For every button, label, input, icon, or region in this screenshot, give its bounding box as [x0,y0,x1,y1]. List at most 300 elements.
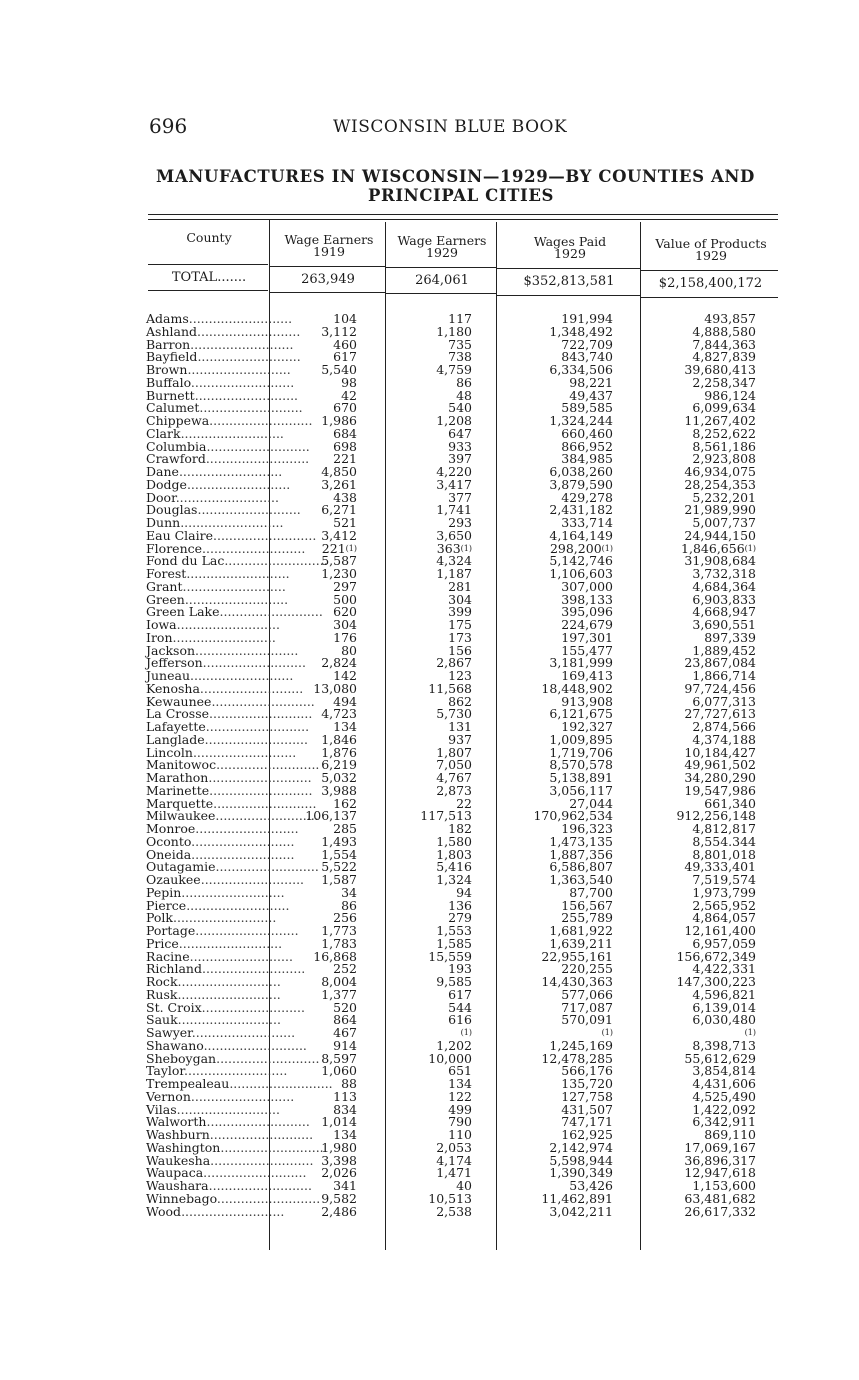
cell-value: 5,587 [321,553,357,569]
cell-value: 3,056,117 [549,782,613,798]
top-rule-second [148,219,778,220]
cell-value: 169,413 [561,668,613,683]
cell-value: 98 [341,374,357,390]
cell-value: 4,525,490 [692,1088,756,1104]
county-name-text: Taylor [146,1063,185,1079]
county-name-text: Juneau [146,668,191,683]
cell-value: 912,256,148 [676,808,756,824]
leader-dots: .......................... [199,680,304,696]
cell-value: 3,042,211 [549,1203,613,1219]
cell-value: 10,184,427 [684,744,756,760]
leader-dots: .......................... [197,349,301,365]
cell-value: 6,342,911 [692,1114,756,1130]
leader-dots: .......................... [190,1088,295,1104]
cell-value: 1,208 [436,413,472,428]
county-name-text: Crawford [146,451,206,467]
county-name-text: Richland [146,961,202,977]
cell-value: 6,139,014 [692,999,756,1015]
cell-value: 5,416 [436,859,472,875]
cell-value: 134 [333,1127,357,1142]
leader-dots: .......................... [216,1190,321,1206]
cell-value: 333,714 [561,515,613,530]
county-name-text: St. Croix [146,999,202,1015]
cell-value: 1,973,799 [692,884,756,900]
cell-value: 397 [448,451,472,467]
cell-value: 252 [333,961,357,977]
cell-value: 566,176 [561,1063,613,1079]
cell-value: 22 [456,795,472,811]
cell-value: 1,986 [321,413,357,428]
cell-value: 1,876 [321,744,357,760]
cell-value: 4,324 [436,553,472,569]
leader-dots: .......................... [201,999,305,1015]
cell-value: 98,221 [569,374,613,390]
county-name-text: Iron [146,629,173,645]
cell-value: 24,944,150 [684,527,756,543]
cell-value: 1,348,492 [549,323,613,339]
cell-value: 384,985 [561,451,613,467]
county-name-text: Vernon [146,1088,191,1104]
cell-value: 97,724,456 [684,680,756,696]
county-name-text: Washburn [146,1127,210,1142]
leader-dots: .......................... [202,540,306,556]
cell-value: 279 [448,910,472,926]
cell-value: 1,553 [436,923,472,938]
county-name-text: Iowa [146,617,177,632]
cell-value: 1,187 [436,566,472,581]
cell-value: 1,009,895 [549,731,613,747]
wage-earners-1919-cell [321,1203,357,1219]
cell-value: 3,854,814 [692,1063,756,1079]
leader-dots: .......................... [209,413,313,428]
cell-value: 4,220 [436,464,472,479]
cell-value: 4,668,947 [692,604,756,620]
cell-value: 14,430,363 [541,974,613,989]
header-label: Wage Earners [284,232,374,247]
cell-value: 49,961,502 [684,757,756,773]
county-name-text: Vilas [146,1101,177,1117]
total-rule [148,290,268,291]
leader-dots: .......................... [220,1139,324,1155]
county-name-text: Pepin [146,884,182,900]
table-row [0,1014,859,1027]
cell-value: 3,412 [321,527,357,543]
cell-value: 8,252,622 [692,425,756,441]
leader-dots: .......................... [203,1037,307,1053]
leader-dots: .......................... [219,604,323,620]
cell-value: 36,896,317 [684,1152,756,1168]
cell-value: 10,513 [428,1190,472,1206]
county-name-text: Jefferson [146,655,203,671]
header-year: 1929 [554,246,586,261]
cell-value: 304 [448,591,472,607]
leader-dots: ....... [217,270,247,285]
cell-value: 40 [456,1178,472,1193]
cell-value: 1,324,244 [549,413,613,428]
leader-dots: .......................... [215,859,319,875]
cell-value: 1,741 [436,502,472,518]
leader-dots: .......................... [182,578,286,594]
leader-dots: .......................... [180,425,284,441]
cell-value: 142 [333,668,357,683]
cell-value: 3,398 [321,1152,357,1168]
cell-value: 1,554 [321,846,357,862]
cell-value: 285 [333,821,357,836]
county-name-text: Dunn [146,515,181,530]
cell-value: 1,580 [436,833,472,849]
header-value-of-products [644,238,778,262]
cell-value: 1,889,452 [692,642,756,658]
leader-dots: .......................... [215,808,319,824]
total-rule [641,297,778,298]
leader-dots: .......................... [224,553,328,569]
cell-value: 1,471 [436,1165,472,1181]
county-name-text: Rock [146,974,178,989]
cell-value: 220,255 [561,961,613,977]
leader-dots: .......................... [191,846,295,862]
cell-value: 110 [448,1127,472,1142]
cell-value: 11,462,891 [541,1190,613,1206]
cell-value: 617 [448,986,472,1002]
cell-value: 620 [333,604,357,620]
cell-value: 1,377 [321,986,357,1002]
cell-value: 5,142,746 [549,553,613,569]
cell-value: 660,460 [561,425,613,441]
cell-value: 670 [333,400,357,416]
cell-value: 3,261 [321,476,357,492]
header-year: 1929 [426,245,458,260]
header-rule [641,270,778,271]
cell-value: 117,513 [420,808,472,824]
cell-value: 176 [333,629,357,645]
total-label [150,270,268,285]
header-county-label: County [186,230,232,245]
leader-dots: .......................... [213,527,317,543]
cell-value: 86 [456,374,472,390]
leader-dots: .......................... [186,897,290,913]
leader-dots: .......................... [177,1012,281,1028]
footnote-mark: (1) [601,543,613,553]
cell-value: 544 [448,999,472,1015]
cell-value: 1,363,540 [549,872,613,887]
cell-value: 8,554.344 [692,833,756,849]
leader-dots: .......................... [211,693,315,709]
cell-value: 4,759 [436,362,472,377]
cell-value: 494 [333,693,357,709]
cell-value: 6,099,634 [692,400,756,416]
leader-dots: .......................... [180,515,284,530]
county-name-text: Columbia [146,438,207,454]
leader-dots: .......................... [216,1050,320,1066]
leader-dots: .......................... [199,400,303,416]
leader-dots: .......................... [206,438,310,454]
header-label: Wages Paid [533,234,607,249]
county-name-text: Brown [146,362,188,377]
cell-value: 293 [448,515,472,530]
cell-value: 8,398,713 [692,1037,756,1053]
cell-value: 647 [448,425,472,441]
county-name-text: Burnett [146,387,195,403]
cell-value: 8,570,578 [549,757,613,773]
cell-value: 1,060 [321,1063,357,1079]
cell-value: 117 [448,311,472,326]
cell-value: 933 [448,438,472,454]
cell-value: 460 [333,336,357,352]
county-name-text: Lincoln [146,744,193,760]
cell-value: 2,142,974 [549,1139,613,1155]
footnote-mark: (1) [744,1028,756,1037]
cell-value: 1,153,600 [692,1178,756,1193]
county-name-text: Clark [146,425,181,441]
cell-value: 429,278 [561,489,613,505]
county-name-text: Milwaukee [146,808,216,824]
cell-value: 49,333,401 [684,859,756,875]
county-table-body [0,313,859,1218]
cell-value: 438 [333,489,357,505]
wages-paid-cell [549,1203,613,1219]
header-wages-paid [505,236,635,260]
cell-value: 31,908,684 [684,553,756,569]
leader-dots: .......................... [209,706,313,722]
cell-value: 6,030,480 [692,1012,756,1028]
cell-value: 197,301 [561,629,613,645]
total-label-text: TOTAL [171,270,218,285]
leader-dots: .......................... [190,668,294,683]
leader-dots: .......................... [194,387,299,403]
cell-value: 5,540 [321,362,357,377]
cell-value: 11,568 [428,680,472,696]
footnote-mark: (1) [460,543,472,553]
cell-value: 8,597 [321,1050,357,1066]
county-name-text: Door [146,489,176,505]
leader-dots: .......................... [209,1127,314,1142]
cell-value: 1,202 [436,1037,472,1053]
cell-value: 156,672,349 [676,948,756,964]
cell-value: 363 [436,540,461,556]
cell-value: 589,585 [561,400,613,416]
cell-value: 6,038,260 [549,464,613,479]
cell-value: 9,585 [436,974,472,989]
cell-value: 113 [333,1088,357,1104]
cell-value: 162,925 [561,1127,613,1142]
leader-dots: .......................... [177,986,281,1002]
cell-value: 10,000 [428,1050,472,1066]
cell-value: 2,874,566 [692,719,756,734]
total-wage-earners-1919: 263,949 [301,272,355,287]
cell-value: 4,174 [436,1152,472,1168]
cell-value: 15,559 [428,948,472,964]
cell-value: 162 [333,795,357,811]
cell-value: 39,680,413 [684,362,756,377]
leader-dots: .......................... [189,948,293,964]
cell-value: 1,493 [321,833,357,849]
leader-dots: .......................... [201,961,306,977]
county-name-text: Pierce [146,897,187,913]
cell-value: 747,171 [561,1114,613,1130]
cell-value: 3,417 [436,476,472,492]
county-name-text: Kewaunee [146,693,212,709]
cell-value: 1,245,169 [549,1037,613,1053]
leader-dots: .......................... [229,1076,333,1091]
cell-value: 1,887,356 [549,846,613,862]
cell-value: 4,723 [321,706,357,722]
cell-value: 790 [448,1114,472,1130]
leader-dots: .......................... [178,464,283,479]
cell-value: 80 [341,642,357,658]
county-name-text: Ashland [146,323,197,339]
county-name-text: Calumet [146,400,200,416]
county-name-text: Jackson [146,642,196,658]
cell-value: 221 [321,540,346,556]
cell-value: 2,431,182 [549,502,613,518]
cell-value: 4,684,364 [692,578,756,594]
cell-value: 1,783 [321,935,357,951]
cell-value: 4,422,331 [692,961,756,977]
county-name-text: Trempealeau [146,1076,230,1091]
cell-value: 49,437 [569,387,613,403]
leader-dots: .......................... [192,744,297,760]
cell-value: 12,161,400 [684,923,756,938]
cell-value: 87,700 [569,884,613,900]
cell-value: 17,069,167 [684,1139,756,1155]
cell-value: 2,824 [321,655,357,671]
cell-value: 4,864,057 [692,910,756,926]
cell-value: 1,422,092 [692,1101,756,1117]
county-name-text: Chippewa [146,413,210,428]
cell-value: 27,727,613 [684,706,756,722]
cell-value: 88 [341,1076,357,1091]
leader-dots: .......................... [175,489,279,505]
county-name-text: Sawyer [146,1025,192,1040]
wages-paid-cell [561,1014,613,1027]
cell-value: 4,374,188 [692,731,756,747]
cell-value: 651 [448,1063,472,1079]
leader-dots: .......................... [172,629,276,645]
county-name-text: Marquette [146,795,214,811]
cell-value: 63,481,682 [684,1190,756,1206]
cell-value: 86 [341,897,357,913]
cell-value: 914 [333,1037,357,1053]
county-name-text: Marathon [146,770,209,785]
county-name-text: Fond du Lac [146,553,225,569]
cell-value: 298,200 [549,540,602,556]
total-rule [386,293,496,294]
cell-value: 4,812,817 [692,821,756,836]
page-number: 696 [149,114,188,138]
leader-dots: .......................... [176,617,280,632]
leader-dots: .......................... [210,1152,314,1168]
leader-dots: .......................... [195,642,299,658]
cell-value: 986,124 [704,387,756,403]
header-rule [497,268,640,269]
cell-value: 28,254,353 [684,476,756,492]
cell-value: 1,980 [321,1139,357,1155]
cell-value: 864 [333,1012,357,1028]
county-name-text: Ozaukee [146,872,201,887]
cell-value: 2,923,808 [692,451,756,467]
table-title-line2: PRINCIPAL CITIES [368,186,555,205]
cell-value: 42 [341,387,357,403]
cell-value: 34,280,290 [684,770,756,785]
cell-value: 834 [333,1101,357,1117]
cell-value: 431,507 [561,1101,613,1117]
cell-value: 7,050 [436,757,472,773]
cell-value: 6,334,506 [549,362,613,377]
cell-value: 193 [448,961,472,977]
cell-value: 399 [448,604,472,620]
county-name-text: Douglas [146,502,198,518]
header-year: 1929 [695,248,727,263]
cell-value: 540 [448,400,472,416]
leader-dots: .......................... [209,782,313,798]
cell-value: 27,044 [569,795,613,811]
county-name-text: Winnebago [146,1190,217,1206]
cell-value: 521 [333,515,357,530]
cell-value: 2,486 [321,1203,357,1219]
total-wages-paid: $352,813,581 [523,274,615,289]
cell-value: 577,066 [561,986,613,1002]
cell-value: 170,962,534 [533,808,613,824]
cell-value: 500 [333,591,357,607]
cell-value: 131 [448,719,472,734]
cell-value: 6,957,059 [692,935,756,951]
header-county [150,232,268,244]
cell-value: 123 [448,668,472,683]
county-name-text: La Crosse [146,706,210,722]
cell-value: 617 [333,349,357,365]
county-name-text: Monroe [146,821,196,836]
wage-earners-1929-cell [448,1014,472,1027]
cell-value: 3,988 [321,782,357,798]
cell-value: 897,339 [704,629,756,645]
footnote-mark: (1) [460,1028,472,1037]
cell-value: 3,732,318 [692,566,756,581]
county-name-text: Manitowoc [146,757,217,773]
header-label: Value of Products [655,236,767,251]
leader-dots: .......................... [202,655,306,671]
county-name-text: Buffalo [146,374,191,390]
county-name-text: Wood [146,1203,182,1219]
cell-value: 2,538 [436,1203,472,1219]
cell-value: 304 [333,617,357,632]
total-value-of-products: $2,158,400,172 [658,276,763,291]
county-name-text: Dane [146,464,179,479]
cell-value: 717,087 [561,999,613,1015]
cell-value: 122 [448,1088,472,1104]
county-name [146,1203,285,1219]
cell-value: 16,868 [313,948,357,964]
header-rule [270,266,385,267]
county-name-text: Kenosha [146,680,200,696]
leader-dots: .......................... [204,731,308,747]
cell-value: 182 [448,821,472,836]
footnote-mark: (1) [744,543,756,553]
cell-value: 9,582 [321,1190,357,1206]
cell-value: 1,681,922 [549,923,613,938]
leader-dots: .......................... [205,451,310,467]
value-of-products-cell [692,1014,756,1027]
cell-value: 4,850 [321,464,357,479]
leader-dots: .......................... [190,336,294,352]
county-name-text: Florence [146,540,203,556]
cell-value: 735 [448,336,472,352]
cell-value: 55,612,629 [684,1050,756,1066]
cell-value: 1,324 [436,872,472,887]
cell-value: 1,587 [321,872,357,887]
cell-value: 127,758 [561,1088,613,1104]
header-wage-earners-1929 [388,235,496,259]
cell-value: 18,448,902 [541,680,613,696]
